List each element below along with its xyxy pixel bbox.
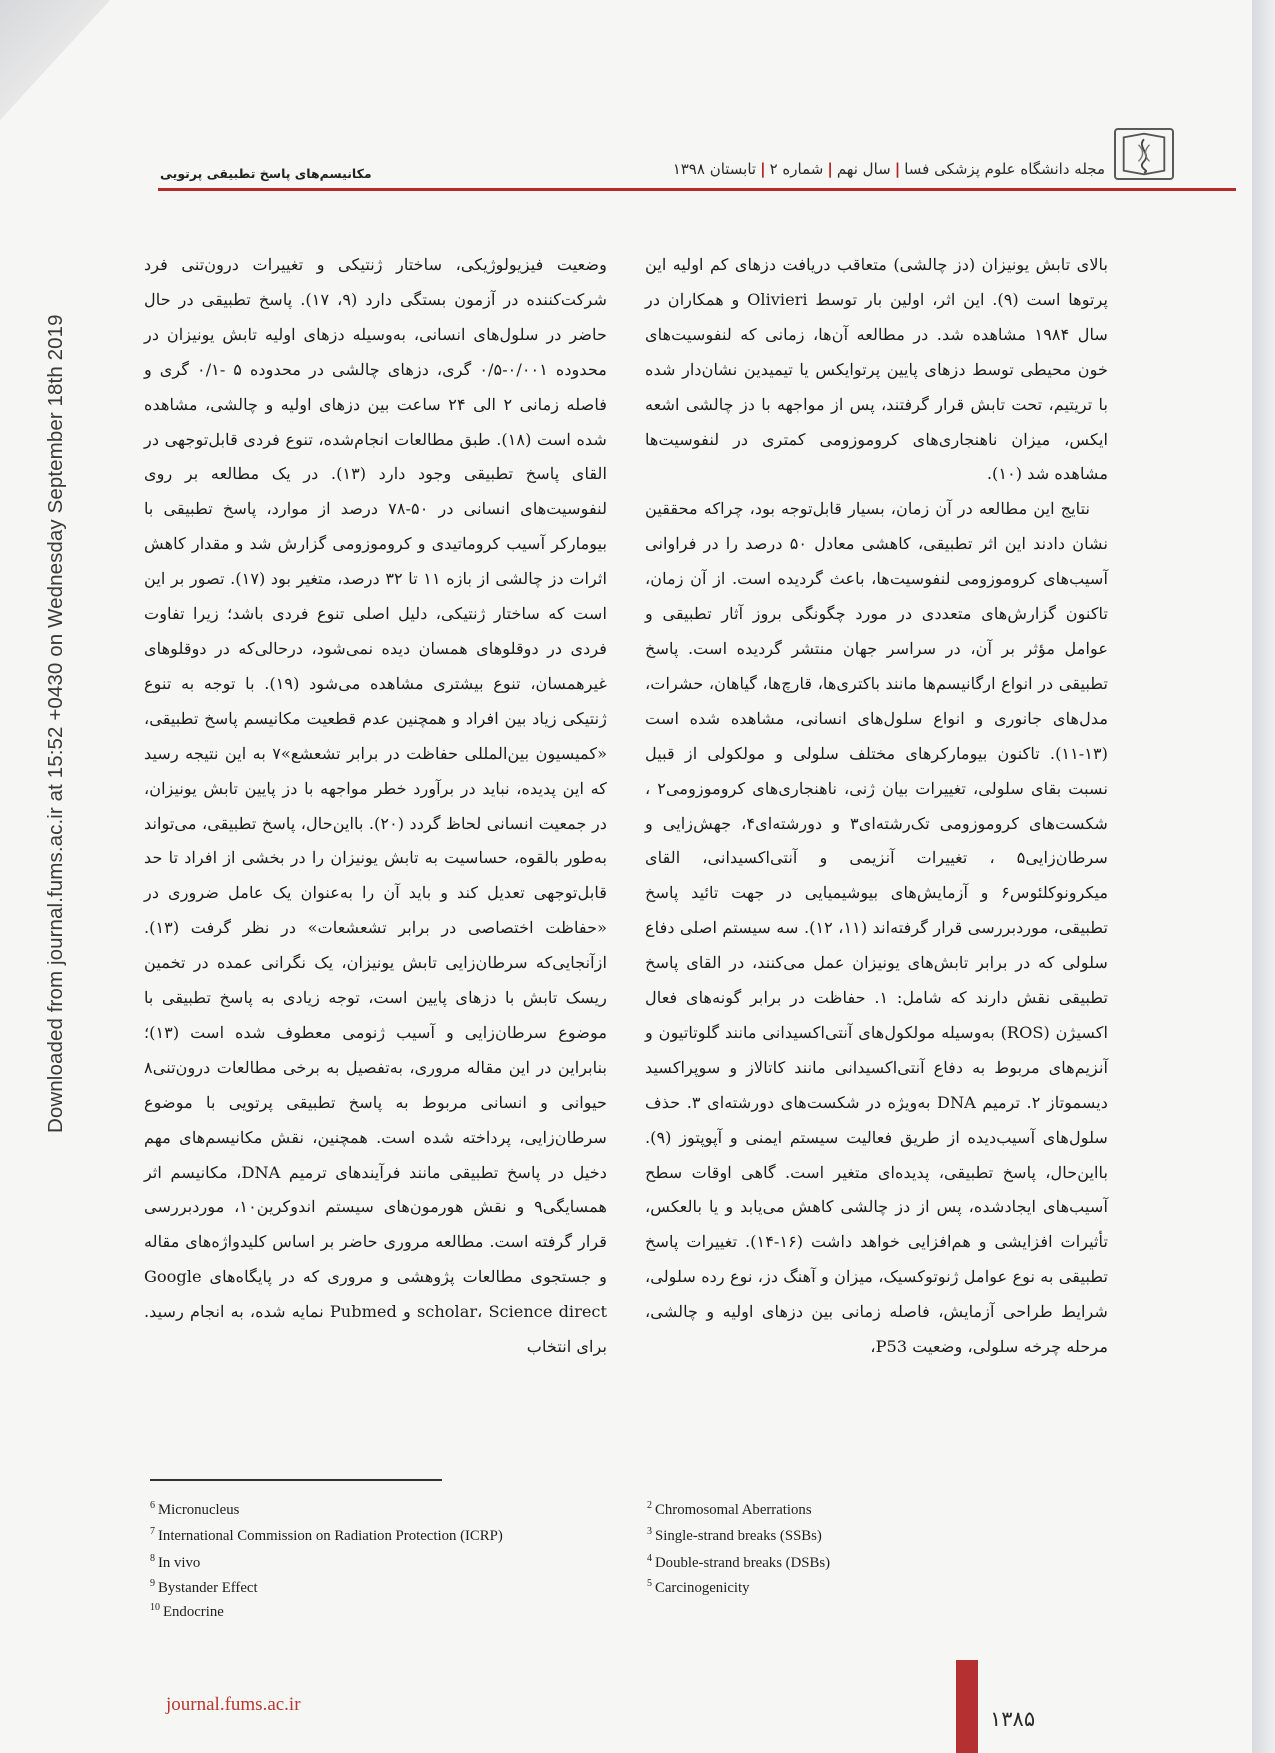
footnote-text: Bystander Effect — [158, 1580, 258, 1597]
page-number: ۱۳۸۵ — [990, 1707, 1036, 1731]
footnote-rule — [150, 1479, 442, 1481]
journal-year: سال نهم — [836, 160, 891, 178]
running-title: مکانیسم‌های پاسخ تطبیقی پرتویی — [160, 166, 372, 181]
footnote-number: 5 — [647, 1578, 652, 1590]
footnote — [647, 1495, 830, 1521]
footnote — [150, 1495, 503, 1521]
footnote — [150, 1598, 503, 1622]
footnote — [150, 1521, 503, 1547]
footnote-number: 9 — [150, 1578, 155, 1590]
footnote-number: 8 — [150, 1552, 155, 1564]
header-separator: | — [760, 160, 766, 178]
footnote-number: 10 — [150, 1602, 160, 1614]
paragraph: وضعیت فیزیولوژیکی، ساختار ژنتیکی و تغییرات درون‌تنی فرد شرکت‌کننده در آزمون بستگی دارد (۹، ۱۷). پاسخ تطبیقی در حال حاضر در سلول‌های انسانی، به‌وسیله دزهای اولیه تابش یونیزان در محدوده ۰/۰۰۱-۰/۵ گری، دزهای چالشی در محدوده ۵ -۰/۱ گری و فاصله زمانی ۲ الی ۲۴ ساعت بین دزهای اولیه و چالشی، مشاهده شده است (۱۸). طبق مطالعات انجام‌شده، تنوع فردی قابل‌توجهی در القای پاسخ تطبیقی وجود دارد (۱۳). در یک مطالعه بر روی لنفوسیت‌های انسانی در ۵۰-۷۸ درصد از موارد، پاسخ تطبیقی با بیومارکر آسیب کروماتیدی و کروموزومی گزارش شد و مقدار کاهش اثرات دز چالشی از بازه ۱۱ تا ۳۲ درصد، متغیر بود (۱۷). تصور بر این است که ساختار ژنتیکی، دلیل اصلی تنوع فردی باشد؛ زیرا تفاوت فردی در دوقلوهای همسان دیده نمی‌شود، درحالی‌که در دوقلوهای غیرهمسان، تنوع بیشتری مشاهده می‌شود (۱۹). با توجه به تنوع ژنتیکی زیاد بین افراد و همچنین عدم قطعیت مکانیسم پاسخ تطبیقی، «کمیسیون بین‌المللی حفاظت در برابر تشعشع»۷ به این نتیجه رسید که این پدیده، نباید در برآورد خطر مواجهه با دز پایین تابش یونیزان، در جمعیت انسانی لحاظ گردد (۲۰). بااین‌حال، پاسخ تطبیقی، می‌تواند به‌طور بالقوه، حساسیت به تابش یونیزان را در بخشی از افراد تا حد قابل‌توجهی تعدیل کند و باید آن را به‌عنوان یک عامل ضروری در «حفاظت اختصاصی در برابر تشعشعات» در نظر گرفت (۱۳). ازآنجایی‌که سرطان‌زایی تابش یونیزان، یک نگرانی عمده در تخمین ریسک تابش با دزهای پایین است، توجه زیادی به پاسخ تطبیقی با موضوع سرطان‌زایی و آسیب ژنومی معطوف شده است (۱۳)؛ بنابراین در این مقاله مروری، به‌تفصیل به برخی مطالعات درون‌تنی۸ حیوانی و انسانی مربوط به پاسخ تطبیقی پرتویی با موضوع سرطان‌زایی، پرداخته شده است. همچنین، نقش مکانیسم‌های مهم دخیل در پاسخ تطبیقی مانند فرآیندهای ترمیم DNA، مکانیسم اثر همسایگی۹ و نقش هورمون‌های سیستم اندوکرین۱۰، موردبررسی قرار گرفته است. مطالعه مروری حاضر بر اساس کلیدواژه‌های مقاله و جستجوی مطالعات پژوهشی و مروری که در پایگاه‌های Google scholar، Science direct و Pubmed نمایه شده، به انجام رسید. برای انتخاب — [144, 255, 608, 1357]
footnote — [647, 1548, 830, 1574]
paragraph: بالای تابش یونیزان (دز چالشی) متعاقب دریافت دزهای کم اولیه این پرتوها است (۹). این اثر، اولین بار توسط Olivieri و همکاران در سال ۱۹۸۴ مشاهده شد. در مطالعه آن‌ها، زمانی که لنفوسیت‌های خون محیطی توسط دزهای پایین پرتوایکس یا تیمیدین نشان‌دار شده با تریتیم، تحت تابش قرار گرفتند، پس از مواجهه با دز چالشی اشعه ایکس، میزان ناهنجاری‌های کروموزومی کمتری در لنفوسیت‌ها مشاهده شد (۱۰). — [645, 255, 1109, 484]
footnote-text: Double-strand breaks (DSBs) — [655, 1554, 831, 1571]
body-column-right — [645, 248, 1108, 1365]
footnote-text: Chromosomal Aberrations — [655, 1501, 812, 1518]
journal-issue: شماره ۲ — [769, 160, 824, 178]
footnote-number: 4 — [647, 1552, 652, 1564]
footnote-number: 7 — [150, 1526, 155, 1538]
footnote-text: Endocrine — [163, 1604, 224, 1621]
body-column-left — [144, 248, 607, 1365]
footnotes-left — [150, 1495, 503, 1622]
footer-url[interactable]: journal.fums.ac.ir — [166, 1694, 301, 1715]
footnote — [647, 1574, 830, 1598]
footnote — [647, 1521, 830, 1547]
footnote-number: 3 — [647, 1526, 652, 1538]
paragraph: نتایج این مطالعه در آن زمان، بسیار قابل‌توجه بود، چراکه محققین نشان دادند این اثر تطبیقی، کاهشی معادل ۵۰ درصد را در فراوانی آسیب‌های کروموزومی لنفوسیت‌ها، باعث گردیده است. از آن زمان، تاکنون گزارش‌های متعددی در مورد چگونگی بروز آثار تطبیقی و عوامل مؤثر بر آن، در سراسر جهان منتشر گردیده است. پاسخ تطبیقی در انواع ارگانیسم‌ها مانند باکتری‌ها، قارچ‌ها، گیاهان، حشرات، مدل‌های جانوری و انواع سلول‌های انسانی، مشاهده شده است (۱۳-۱۱). تاکنون بیومارکرهای مختلف سلولی و مولکولی از قبیل نسبت بقای سلولی، تغییرات بیان ژنی، ناهنجاری‌های کروموزومی۲ ، شکست‌های کروموزومی تک‌رشته‌ای۳ و دورشته‌ای۴، جهش‌زایی و سرطان‌زایی۵ ، تغییرات آنزیمی و آنتی‌اکسیدانی، القای میکرونوکلئوس۶ و آزمایش‌های بیوشیمیایی در جهت تائید پاسخ تطبیقی، موردبررسی قرار گرفته‌اند (۱۱، ۱۲). سه سیستم اصلی دفاع سلولی که در برابر تابش‌های یونیزان عمل می‌کنند، در القای پاسخ تطبیقی نقش دارند که شامل: ۱. حفاظت در برابر گونه‌های فعال اکسیژن (ROS) به‌وسیله مولکول‌های آنتی‌اکسیدانی مانند گلوتاتیون و آنزیم‌های مربوط به دفاع آنتی‌اکسیدانی مانند کاتالاز و سوپراکسید دیسموتاز ۲. ترمیم DNA به‌ویژه در شکست‌های دورشته‌ای ۳. حذف سلول‌های آسیب‌دیده از طریق فعالیت سیستم ایمنی و آپوپتوز (۹). بااین‌حال، پاسخ تطبیقی، پدیده‌ای متغیر است. گاهی اوقات سطح آسیب‌های ایجادشده، پس از دز چالشی کاهش می‌یابد و یا بالعکس، تأثیرات افزایشی و هم‌افزایی خواهد داشت (۱۶-۱۴). تغییرات پاسخ تطبیقی به نوع عوامل ژنوتوکسیک، میزان و آهنگ دز، نوع رده سلولی، شرایط طراحی آزمایش، فاصله زمانی بین دزهای اولیه و چالشی، مرحله چرخه سلولی، وضعیت P53، — [645, 499, 1109, 1357]
header-separator: | — [827, 160, 833, 178]
journal-season: تابستان ۱۳۹۸ — [672, 160, 757, 178]
footnote — [150, 1574, 503, 1598]
page-tab-marker — [956, 1660, 978, 1753]
footnote-text: In vivo — [158, 1554, 201, 1571]
footnote-number: 6 — [150, 1500, 155, 1511]
header-rule — [158, 188, 1236, 191]
scanner-background — [1252, 0, 1275, 1753]
journal-logo-icon — [1114, 128, 1174, 180]
footnote-number: 2 — [647, 1500, 652, 1511]
footnote-text: International Commission on Radiation Protection (ICRP) — [158, 1528, 503, 1545]
journal-header-line — [673, 160, 1105, 178]
footnote-text: Carcinogenicity — [655, 1580, 750, 1597]
header-separator: | — [894, 160, 901, 178]
journal-name: مجله دانشگاه علوم پزشکی فسا — [904, 160, 1105, 178]
download-stamp-text: Downloaded from journal.fums.ac.ir at 15:52 +0430 on Wednesday September 18th 2019 — [44, 314, 67, 1133]
footnote-text: Single-strand breaks (SSBs) — [655, 1528, 822, 1545]
footnote-text: Micronucleus — [158, 1501, 240, 1518]
footnote — [150, 1548, 503, 1574]
footnotes-right — [647, 1495, 830, 1598]
